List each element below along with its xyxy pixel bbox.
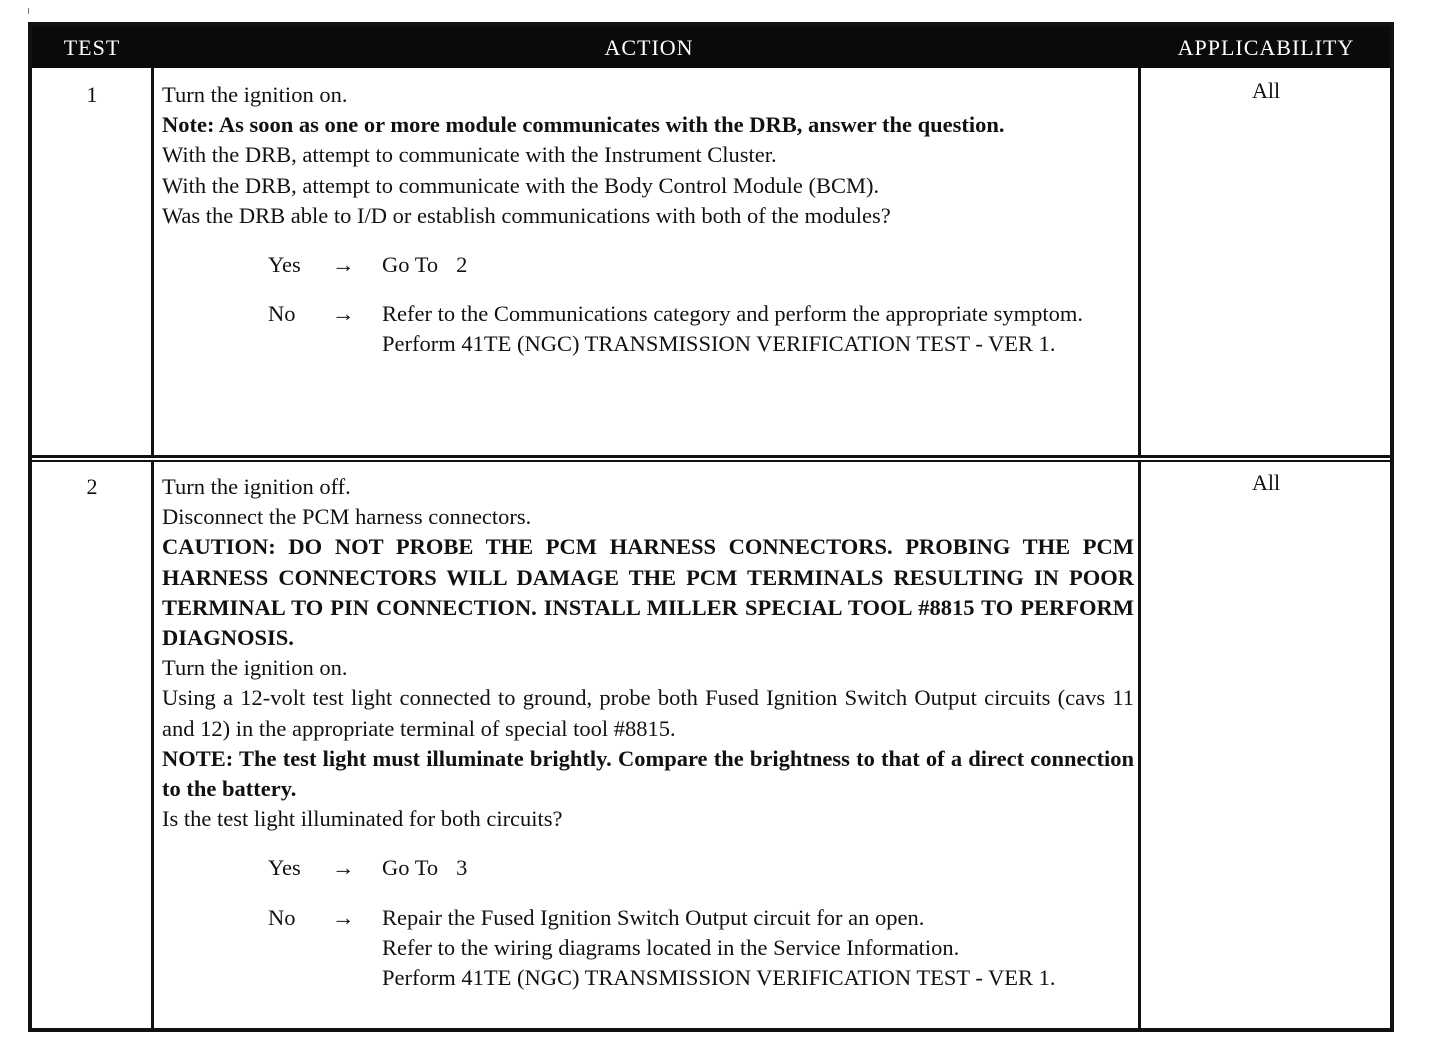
arrow-icon: →: [332, 855, 355, 881]
table-header: [32, 26, 1390, 68]
arrow-icon: →: [332, 252, 355, 278]
action-line: Turn the ignition on.: [162, 82, 348, 107]
no-result: [382, 299, 1134, 359]
action-line: Was the DRB able to I/D or establish communications with both of the modules?: [162, 202, 891, 228]
action-line: Turn the ignition off.: [162, 474, 351, 499]
no-result: [382, 903, 1134, 994]
action-line: Turn the ignition on.: [162, 655, 348, 681]
column-divider-applicability: [1138, 68, 1141, 1030]
goto-number: 3: [456, 855, 468, 881]
no-label: No: [268, 301, 296, 327]
no-result-line: Repair the Fused Ignition Switch Output circuit for an open.: [382, 904, 925, 930]
yes-result: [382, 250, 1134, 280]
yes-branch-2: [162, 853, 1134, 883]
no-branch-2: [162, 903, 1134, 994]
action-line: Disconnect the PCM harness connectors.: [162, 504, 532, 530]
test-number-1: 1: [86, 82, 98, 107]
yes-label: Yes: [268, 855, 301, 881]
corner-mark: [28, 8, 29, 14]
column-divider-test: [151, 68, 154, 1030]
diagnostic-table: [28, 22, 1394, 1032]
header-action: ACTION: [604, 35, 694, 60]
no-result-line: Perform 41TE (NGC) TRANSMISSION VERIFICATION TEST - VER 1.: [382, 965, 1056, 991]
no-result-line: Perform 41TE (NGC) TRANSMISSION VERIFICATION TEST - VER 1.: [382, 331, 1056, 357]
action-note: NOTE: The test light must illuminate brightly. Compare the brightness to that of a direct connection to the battery.: [162, 745, 1134, 802]
yes-branch-1: [162, 250, 1134, 280]
applicability-2: All: [1251, 470, 1281, 495]
yes-result: [382, 853, 1134, 883]
header-applicability: APPLICABILITY: [1177, 35, 1355, 60]
no-branch-1: [162, 299, 1134, 359]
no-result-line: Refer to the wiring diagrams located in the Service Information.: [382, 934, 960, 960]
arrow-icon: →: [332, 301, 355, 327]
test-number-2: 2: [86, 474, 98, 499]
applicability-1: All: [1251, 78, 1281, 103]
no-result-line: Refer to the Communications category and perform the appropriate symptom.: [382, 301, 1084, 327]
action-line: Using a 12-volt test light connected to ground, probe both Fused Ignition Switch Output circuits (cavs 11 and 12) in the appropriate terminal of special tool #8815.: [162, 685, 1134, 741]
goto-number: 2: [456, 252, 468, 278]
action-line: With the DRB, attempt to communicate with the Body Control Module (BCM).: [162, 172, 880, 198]
action-note: Note: As soon as one or more module communicates with the DRB, answer the question.: [162, 112, 1005, 138]
no-label: No: [268, 904, 296, 930]
action-line: Is the test light illuminated for both circuits?: [162, 806, 563, 832]
action-cell-2: [162, 472, 1134, 993]
action-cell-1: [162, 80, 1134, 360]
action-line: With the DRB, attempt to communicate with the Instrument Cluster.: [162, 142, 777, 168]
goto-label: Go To: [382, 855, 439, 881]
goto-label: Go To: [382, 252, 439, 278]
arrow-icon: →: [332, 904, 355, 930]
row-divider-second: [32, 460, 1390, 462]
yes-label: Yes: [268, 252, 301, 278]
action-caution: CAUTION: DO NOT PROBE THE PCM HARNESS CONNECTORS. PROBING THE PCM HARNESS CONNECTORS WILL DAMAGE THE PCM TERMINALS RESULTING IN POOR TERMINAL TO PIN CONNECTION. INSTALL MILLER SPECIAL TOOL #8815 TO PERFORM DIAGNOSIS.: [162, 534, 1134, 651]
header-test: TEST: [63, 35, 121, 60]
